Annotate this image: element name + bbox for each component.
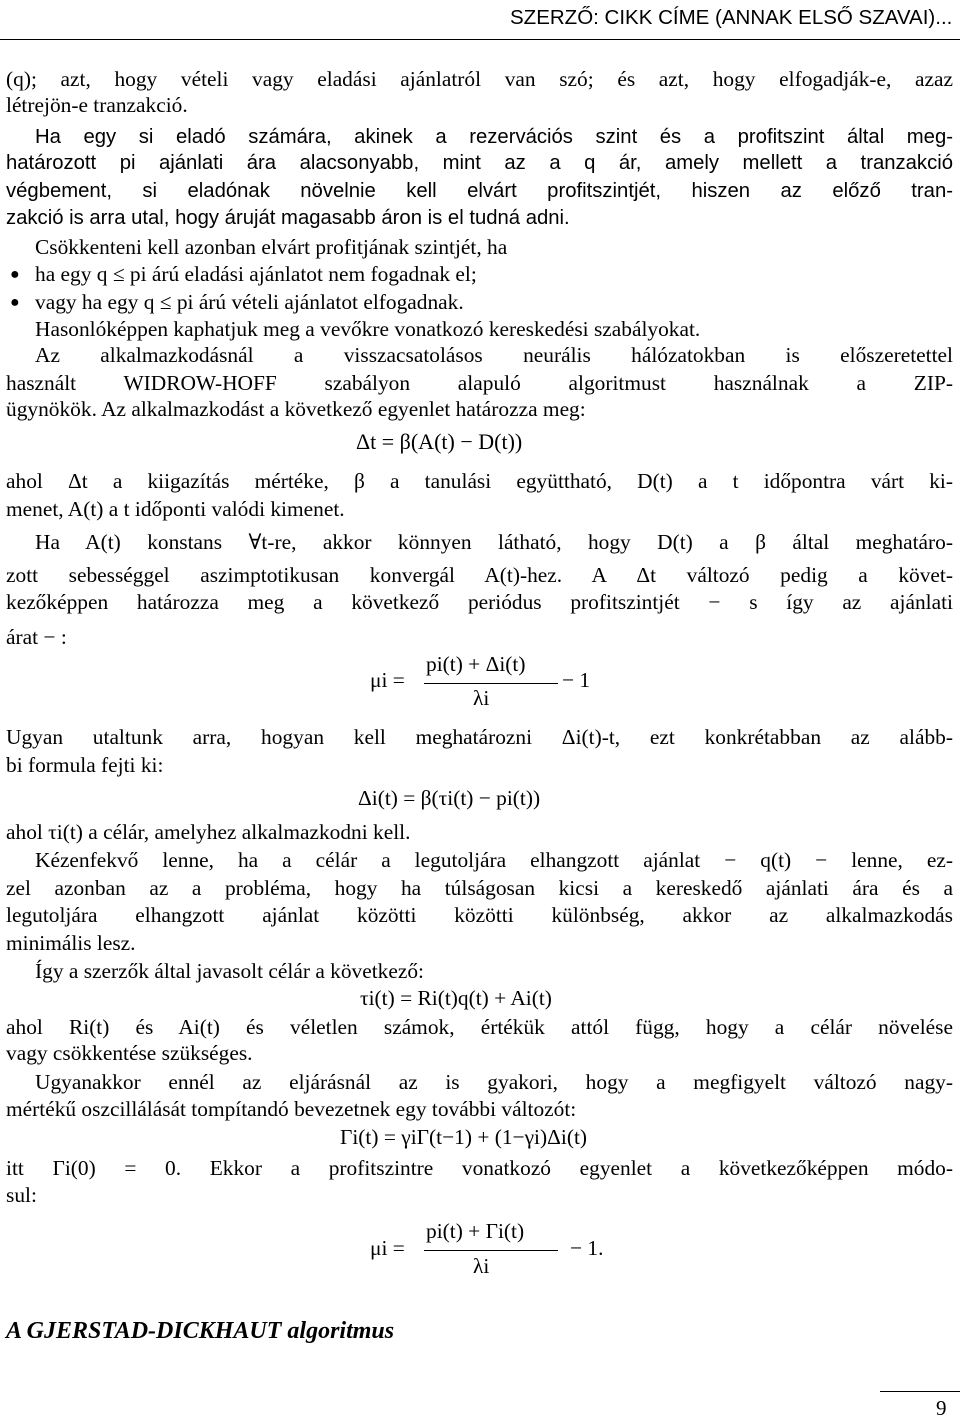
equation-mu-lhs: μi = xyxy=(370,668,405,692)
equation-mu2-numerator: pi(t) + Γi(t) xyxy=(426,1219,525,1243)
list-item: ha egy q ≤ pi árú eladási ajánlatot nem fogadnak el; xyxy=(35,262,477,286)
text-line: legutoljára elhangzott ajánlat közötti közötti különbség, akkor az alkalmazkodás xyxy=(6,903,953,927)
text-line: zakció is arra utal, hogy áruját magasabb áron is el tudná adni. xyxy=(6,207,570,229)
equation-mu2-lhs: μi = xyxy=(370,1236,405,1260)
equation-mu-denominator: λi xyxy=(473,686,490,710)
header-rule xyxy=(0,39,960,40)
text-line: ahol Δt a kiigazítás mértéke, β a tanulási együttható, D(t) a t időpontra várt ki- xyxy=(6,469,953,493)
equation-target-price: τi(t) = Ri(t)q(t) + Ai(t) xyxy=(360,986,552,1010)
text-line: mértékű oszcillálását tompítandó bevezetnek egy további változót: xyxy=(6,1097,577,1121)
text-line: Ha A(t) konstans ∀t-re, akkor könnyen látható, hogy D(t) a β által meghatáro- xyxy=(35,530,953,554)
equation-mu2-denominator: λi xyxy=(473,1254,490,1278)
footer-rule xyxy=(880,1391,960,1392)
text-line: határozott pi ajánlati ára alacsonyabb, mint az a q ár, amely mellett a tranzakció xyxy=(6,152,953,174)
text-line: végbement, si eladónak növelnie kell elvárt profitszintjét, hiszen az előző tran- xyxy=(6,180,953,202)
text-line: Hasonlóképpen kaphatjuk meg a vevőkre vonatkozó kereskedési szabályokat. xyxy=(35,317,701,341)
bullet-icon: ● xyxy=(10,294,20,311)
text-line: vagy csökkentése szükséges. xyxy=(6,1041,253,1065)
text-line: létrejön-e tranzakció. xyxy=(6,93,188,117)
text-line: zott sebességgel aszimptotikusan konvergál A(t)-hez. A Δt változó pedig a követ- xyxy=(6,563,953,587)
text-line: ahol Ri(t) és Ai(t) és véletlen számok, értékük attól függ, hogy a célár növelése xyxy=(6,1015,953,1039)
equation-delta-i: Δi(t) = β(τi(t) − pi(t)) xyxy=(358,786,541,810)
section-heading: A GJERSTAD-DICKHAUT algoritmus xyxy=(6,1318,395,1344)
text-line: Az alkalmazkodásnál a visszacsatolásos neurális hálózatokban is előszeretettel xyxy=(35,343,953,367)
text-line: Ugyanakkor ennél az eljárásnál az is gyakori, hogy a megfigyelt változó nagy- xyxy=(35,1070,953,1094)
bullet-icon: ● xyxy=(10,266,20,283)
text-line: árat − : xyxy=(6,625,67,649)
text-line: ügynökök. Az alkalmazkodást a következő egyenlet határozza meg: xyxy=(6,397,586,421)
text-line: itt Γi(0) = 0. Ekkor a profitszintre vonatkozó egyenlet a következőképpen módo- xyxy=(6,1156,953,1180)
text-line: Ugyan utaltunk arra, hogyan kell meghatározni Δi(t)-t, ezt konkrétabban az alább- xyxy=(6,725,953,749)
equation-mu-numerator: pi(t) + Δi(t) xyxy=(426,652,526,676)
fraction-bar xyxy=(424,1250,558,1251)
text-line: zel azonban az a probléma, hogy ha túlságosan kicsi a kereskedő ajánlati ára és a xyxy=(6,876,953,900)
fraction-bar xyxy=(424,683,558,684)
text-line: Ha egy si eladó számára, akinek a rezervációs szint és a profitszint által meg- xyxy=(35,126,953,148)
equation-delta: Δt = β(A(t) − D(t)) xyxy=(356,429,523,454)
text-line: Csökkenteni kell azonban elvárt profitjának szintjét, ha xyxy=(35,235,508,259)
text-line: Így a szerzők által javasolt célár a következő: xyxy=(35,959,425,983)
equation-mu2-tail: − 1. xyxy=(570,1236,604,1260)
text-line: ahol τi(t) a célár, amelyhez alkalmazkodni kell. xyxy=(6,820,411,844)
text-line: sul: xyxy=(6,1183,37,1207)
text-line: használt WIDROW-HOFF szabályon alapuló algoritmust használnak a ZIP- xyxy=(6,371,953,395)
running-header: SZERZŐ: CIKK CÍME (ANNAK ELSŐ SZAVAI)... xyxy=(510,6,953,29)
text-line: minimális lesz. xyxy=(6,931,136,955)
list-item: vagy ha egy q ≤ pi árú vételi ajánlatot elfogadnak. xyxy=(35,290,464,314)
text-line: menet, A(t) a t időponti valódi kimenet. xyxy=(6,497,345,521)
page-number: 9 xyxy=(936,1396,947,1420)
equation-gamma: Γi(t) = γiΓ(t−1) + (1−γi)Δi(t) xyxy=(340,1125,588,1149)
text-line: kezőképpen határozza meg a következő periódus profitszintjét − s így az ajánlati xyxy=(6,590,953,614)
equation-mu-tail: − 1 xyxy=(562,668,591,692)
text-line: bi formula fejti ki: xyxy=(6,753,164,777)
text-line: (q); azt, hogy vételi vagy eladási ajánlatról van szó; és azt, hogy elfogadják-e, azaz xyxy=(6,67,953,91)
text-line: Kézenfekvő lenne, ha a célár a legutoljára elhangzott ajánlat − q(t) − lenne, ez- xyxy=(35,848,953,872)
